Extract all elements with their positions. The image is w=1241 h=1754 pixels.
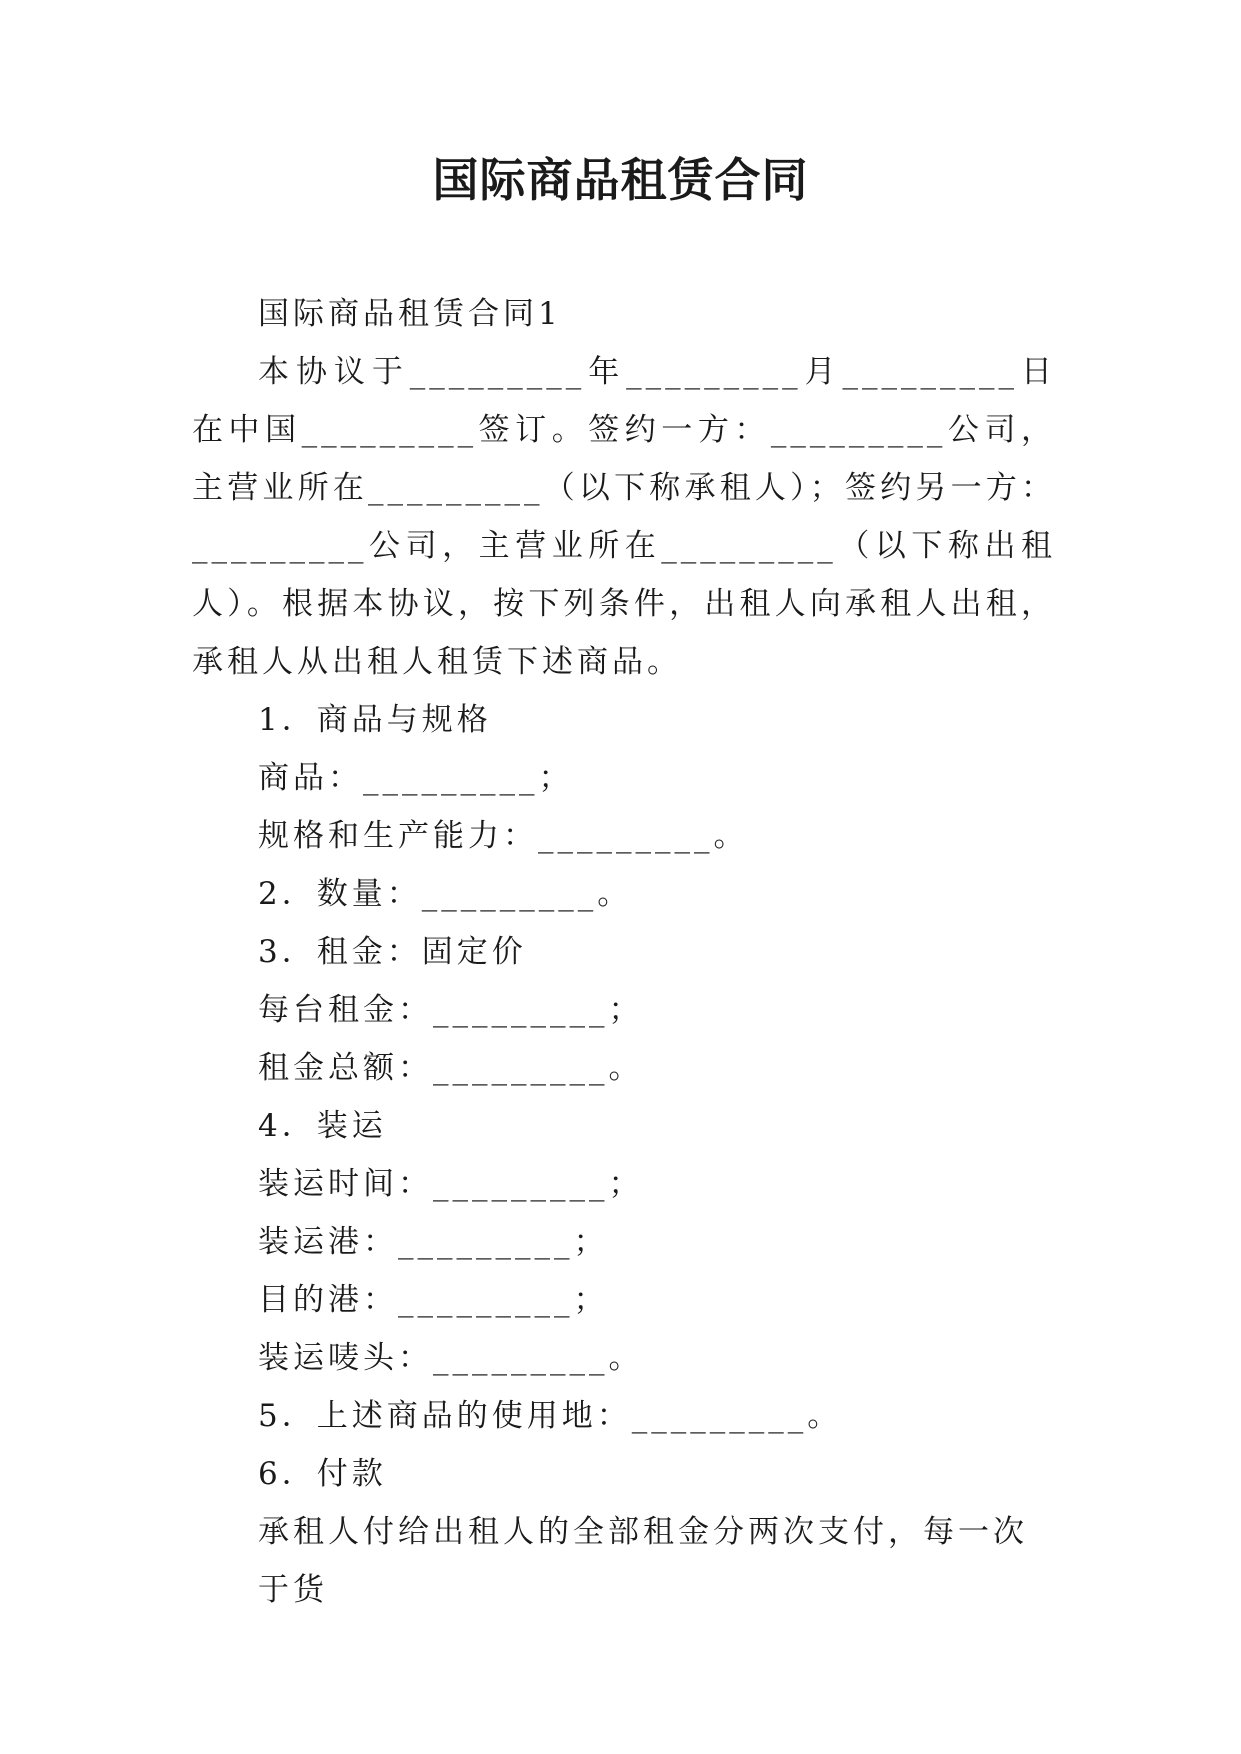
section-line: 3．租金：固定价 [258,934,527,970]
section-line: 目的港：_________； [258,1282,609,1318]
section-line: 6．付款 [258,1456,387,1492]
section-line: 5．上述商品的使用地：_________。 [258,1398,843,1434]
contract-subtitle: 国际商品租赁合同1 [258,296,562,332]
section-line: 装运港：_________； [258,1224,609,1260]
section-line: 承租人付给出租人的全部租金分两次支付，每一次于货 [258,1514,1028,1608]
document-title: 国际商品租赁合同 [432,153,809,207]
section-line: 商品：_________； [258,760,574,796]
section-line: 4．装运 [258,1108,387,1144]
section-line: 1．商品与规格 [258,702,492,738]
intro-paragraph: 本协议于_________年_________月_________日在中国_________签订。签约一方：_________公司，主营业所在_________（以下称承租人）；签约另一方：_________公司，主营业所在_________（以下称出租人）。根据本协议，按下列条件，出租人向承租人出租，承租人从出租人租赁下述商品。 [192,354,1056,680]
section-line: 租金总额：_________。 [258,1050,644,1086]
section-line: 每台租金：_________； [258,992,644,1028]
section-line: 规格和生产能力：_________。 [258,818,749,854]
section-line: 装运时间：_________； [258,1166,644,1202]
section-line: 2．数量：_________。 [258,876,633,912]
section-line: 装运唛头：_________。 [258,1340,644,1376]
document-body [192,285,1056,1619]
